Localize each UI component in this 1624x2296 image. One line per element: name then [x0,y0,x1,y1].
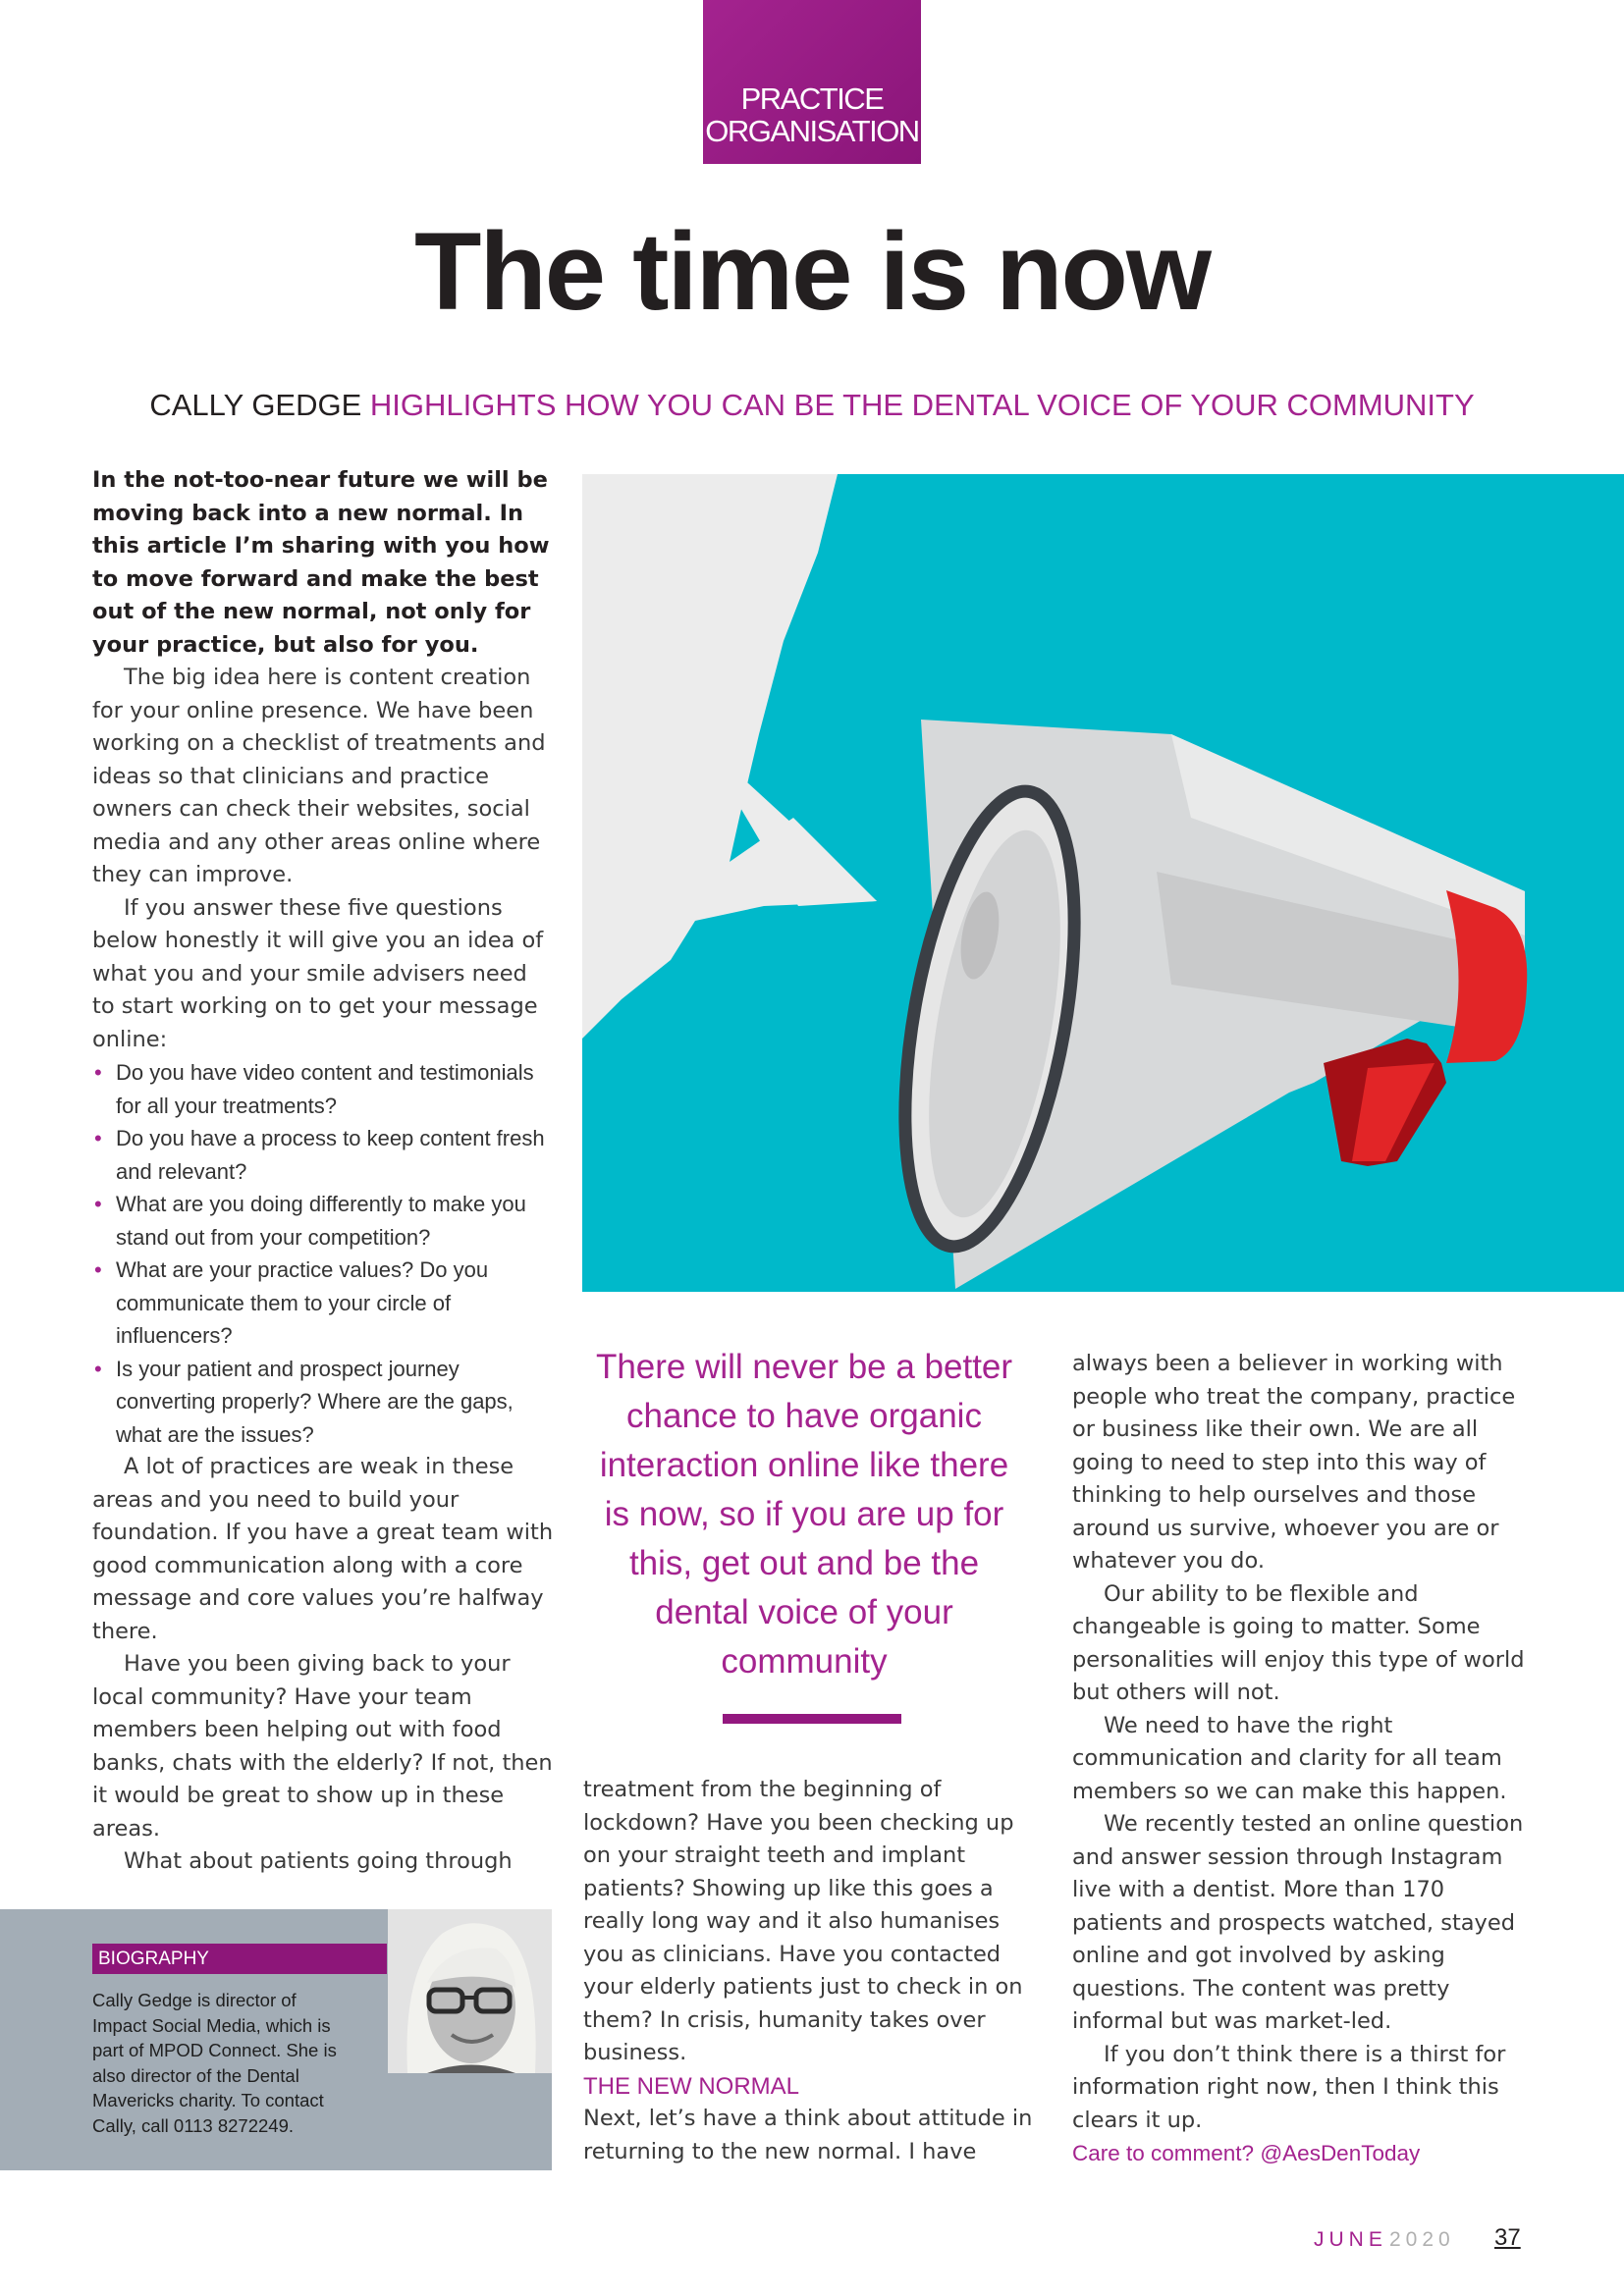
list-item-text: Is your patient and prospect journey converting properly? Where are the gaps, what are the issues? [116,1356,514,1447]
bullet-dot-icon: • [94,1192,102,1216]
paragraph: What about patients going through [124,1848,513,1874]
folio-year: 2020 [1389,2228,1455,2251]
question-list [92,1056,554,1451]
bullet-dot-icon: • [94,1257,102,1282]
list-item [92,1056,554,1122]
hero-image [582,474,1624,1292]
list-item [92,1188,554,1254]
bullet-dot-icon: • [94,1126,102,1150]
paragraph: treatment from the beginning of lockdown? Have you been checking up on your straight teeth and implant patients? Showing up like this goes a really long way and it also humanises you as clinicians. Have you contacted your elderly patients just to check in on them? In crisis, humanity takes over business. [583,1777,1023,2065]
intro-paragraph: In the not-too-near future we will be moving back into a new normal. In this article I’m sharing with you how to move forward and make the best out of the new normal, not only for your practice, but also for you. [92,467,550,658]
paragraph: We recently tested an online question and answer session through Instagram live with a dentist. More than 170 patients and prospects watched, stayed online and got involved by asking questions. The content was pretty informal but was market-led. [1072,1811,1524,2034]
pull-quote-divider [723,1714,901,1724]
standfirst [0,386,1624,425]
paragraph: A lot of practices are weak in these areas and you need to build your foundation. If you have a great team with good communication along with a core message and core values you’re halfway there. [92,1454,554,1644]
column-1 [92,464,554,1879]
portrait-image [388,1909,552,2073]
section-tag [703,0,921,164]
section-tag-line1: PRACTICE [740,81,884,116]
list-item-text: What are you doing differently to make you stand out from your competition? [116,1192,526,1250]
standfirst-highlight: HIGHLIGHTS HOW YOU CAN BE THE DENTAL VOICE OF YOUR COMMUNITY [369,388,1475,422]
paragraph: always been a believer in working with people who treat the company, practice or business like their own. We are all going to need to step into this way of thinking to help ourselves and those around us survive, whoever you are or whatever you do. [1072,1351,1516,1574]
comment-call-to-action: Care to comment? @AesDenToday [1072,2141,1421,2165]
list-item [92,1353,554,1452]
list-item [92,1254,554,1353]
page-number: 37 [1494,2224,1521,2251]
pull-quote: There will never be a better chance to have organic interaction online like there is now, so if you are up for this, get out and be the dental voice of your community [595,1348,1013,1681]
list-item-text: Do you have a process to keep content fresh and relevant? [116,1126,545,1184]
bullet-dot-icon: • [94,1060,102,1085]
megaphone-icon [582,474,1624,1292]
section-tag-line2: ORGANISATION [705,114,919,148]
paragraph: Next, let’s have a think about attitude in returning to the new normal. I have [583,2106,1033,2164]
list-item-text: Do you have video content and testimonials for all your treatments? [116,1060,534,1118]
column-3 [1072,1348,1542,2170]
paragraph: If you answer these five questions below honestly it will give you an idea of what you and your smile advisers need to start working on to get your message online: [92,894,544,1052]
author-name: CALLY GEDGE [149,388,362,422]
paragraph: If you don’t think there is a thirst for information right now, then I think this clears it up. [1072,2041,1506,2133]
list-item [92,1122,554,1188]
list-item-text: What are your practice values? Do you communicate them to your circle of influencers? [116,1257,489,1348]
page-title: The time is now [413,210,1211,333]
column-2 [583,1774,1047,2168]
paragraph: The big idea here is content creation for your online presence. We have been working on a checklist of treatments and ideas so that clinicians and practice owners can check their websites, social media and any other areas online where they can improve. [92,665,546,887]
author-photo [388,1909,552,2073]
folio-month: JUNE [1314,2228,1387,2251]
paragraph: We need to have the right communication and clarity for all team members so we can make this happen. [1072,1712,1507,1804]
bullet-dot-icon: • [94,1356,102,1381]
paragraph: Have you been giving back to your local community? Have your team members been helping out with food banks, chats with the elderly? If not, then it would be great to show up in these areas. [92,1651,553,1842]
biography-text: Cally Gedge is director of Impact Social Media, which is part of MPOD Connect. She is also director of the Dental Mavericks charity. To contact Cally, call 0113 8272249. [92,1990,337,2136]
section-subhead: THE NEW NORMAL [583,2072,800,2100]
paragraph: Our ability to be flexible and changeable is going to matter. Some personalities will enjoy this type of world but others will not. [1072,1580,1525,1705]
biography-label: BIOGRAPHY [92,1944,387,1974]
